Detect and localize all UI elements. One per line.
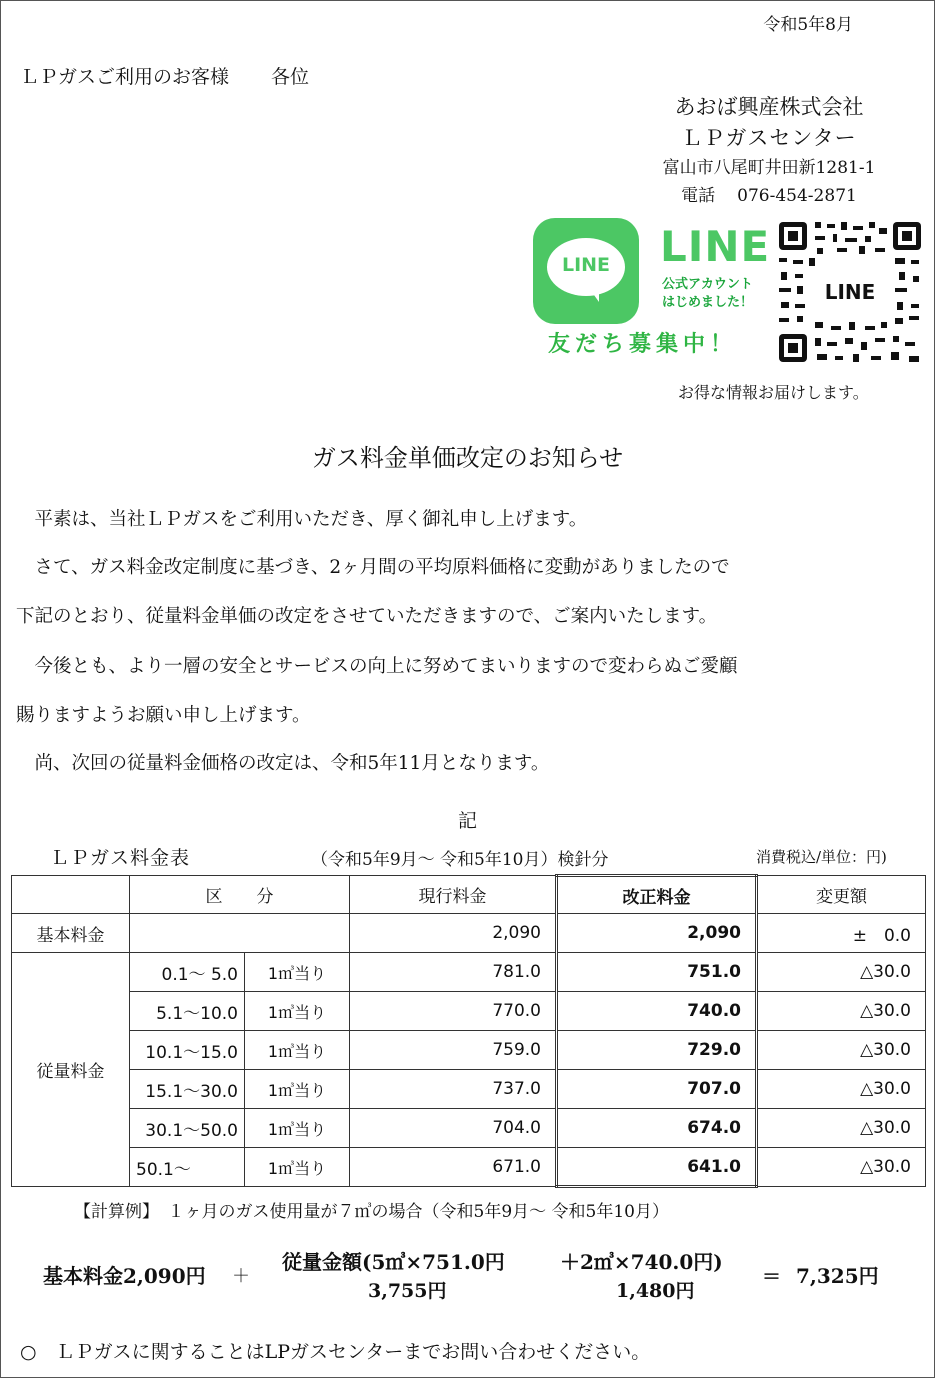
usage-current: 737.0	[350, 1070, 557, 1109]
table-row-base	[12, 914, 926, 953]
notice-paragraph-3: 下記のとおり、従量料金単価の改定をさせていただきますので、ご案内いたします。	[16, 606, 718, 627]
table-row	[12, 1031, 926, 1070]
usage-per: 1㎥当り	[245, 1031, 350, 1070]
usage-change: △30.0	[757, 953, 926, 992]
qr-center-text: LINE	[824, 280, 876, 304]
table-title: ＬＰガス料金表	[50, 847, 191, 869]
usage-label: 従量料金	[12, 953, 130, 1187]
usage-revised: 729.0	[557, 1031, 757, 1070]
formula-usage-part2: ＋2㎥×740.0円)	[560, 1250, 723, 1274]
formula-equals: ＝	[762, 1266, 782, 1288]
usage-range: 15.1～30.0	[130, 1070, 245, 1109]
phone-label: 電話	[681, 186, 716, 206]
table-unit-note: 消費税込/単位：円)	[756, 848, 887, 866]
usage-range: 5.1～10.0	[130, 992, 245, 1031]
usage-current: 781.0	[350, 953, 557, 992]
line-official-line2: はじめました！	[662, 295, 754, 310]
line-official-text	[662, 276, 753, 312]
base-current: 2,090	[350, 914, 557, 953]
usage-range: 0.1～ 5.0	[130, 953, 245, 992]
table-row	[12, 1109, 926, 1148]
usage-per: 1㎥当り	[245, 1109, 350, 1148]
speech-bubble-tail	[589, 288, 599, 302]
header-current: 現行料金	[350, 876, 557, 914]
formula-base: 基本料金2,090円	[43, 1264, 206, 1288]
company-phone	[629, 182, 909, 210]
notice-paragraph-2: さて、ガス料金改定制度に基づき、2ヶ月間の平均原料価格に変動がありましたので	[16, 557, 730, 578]
usage-current: 759.0	[350, 1031, 557, 1070]
usage-change: △30.0	[757, 1031, 926, 1070]
header-empty	[12, 876, 130, 914]
company-address: 富山市八尾町井田新1281-1	[662, 158, 876, 178]
usage-per: 1㎥当り	[245, 1070, 350, 1109]
base-change: ± 0.0	[757, 914, 926, 953]
formula-usage: 従量金額(5㎥×751.0円	[282, 1250, 505, 1274]
base-revised: 2,090	[557, 914, 757, 953]
usage-change: △30.0	[757, 1109, 926, 1148]
usage-revised: 707.0	[557, 1070, 757, 1109]
table-header-row	[12, 876, 926, 914]
usage-current: 770.0	[350, 992, 557, 1031]
formula-subtotal-2: 1,480円	[616, 1280, 695, 1302]
usage-range: 10.1～15.0	[130, 1031, 245, 1070]
line-official-line1: 公式アカウント	[662, 277, 753, 292]
addressee-name: ＬＰガスご利用のお客様	[20, 66, 230, 88]
addressee-suffix: 各位	[271, 66, 310, 88]
notice-paragraph-4: 今後とも、より一層の安全とサービスの向上に努めてまいりますので変わらぬご愛顧	[16, 656, 738, 677]
line-brand-text: LINE	[660, 222, 771, 271]
base-empty	[130, 914, 350, 953]
base-label: 基本料金	[12, 914, 130, 953]
calculation-example: 【計算例】 １ヶ月のガス使用量が７㎥の場合（令和5年9月～ 令和5年10月）	[74, 1202, 669, 1222]
usage-range: 30.1～50.0	[130, 1109, 245, 1148]
issue-date: 令和5年8月	[763, 15, 853, 35]
header-change: 変更額	[757, 876, 926, 914]
rate-table	[11, 874, 926, 1188]
table-row	[12, 992, 926, 1031]
usage-change: △30.0	[757, 1070, 926, 1109]
notice-paragraph-6: 尚、次回の従量料金価格の改定は、令和5年11月となります。	[16, 753, 550, 774]
usage-current: 704.0	[350, 1109, 557, 1148]
qr-code-icon[interactable]	[775, 218, 925, 366]
usage-current: 671.0	[350, 1148, 557, 1187]
notice-title: ガス料金単価改定のお知らせ	[311, 444, 624, 472]
line-friends-text: 友だち募集中！	[548, 332, 738, 357]
usage-revised: 674.0	[557, 1109, 757, 1148]
sender-block	[629, 92, 909, 210]
usage-per: 1㎥当り	[245, 1148, 350, 1187]
usage-range: 50.1～	[130, 1148, 245, 1187]
ki-heading: 記	[457, 810, 477, 832]
formula-subtotal-1: 3,755円	[368, 1280, 447, 1302]
usage-revised: 740.0	[557, 992, 757, 1031]
line-logo-icon	[533, 218, 639, 324]
department-name: ＬＰガスセンター	[681, 126, 857, 150]
usage-per: 1㎥当り	[245, 992, 350, 1031]
table-row	[12, 953, 926, 992]
addressee	[20, 62, 309, 89]
usage-change: △30.0	[757, 1148, 926, 1187]
phone-number: 076-454-2871	[737, 186, 857, 206]
formula-plus: ＋	[232, 1266, 250, 1287]
usage-revised: 641.0	[557, 1148, 757, 1187]
notice-paragraph-5: 賜りますようお願い申し上げます。	[16, 705, 311, 726]
usage-per: 1㎥当り	[245, 953, 350, 992]
header-category: 区 分	[130, 876, 350, 914]
line-info-text: お得な情報お届けします。	[678, 383, 869, 402]
usage-revised: 751.0	[557, 953, 757, 992]
table-period: （令和5年9月～ 令和5年10月）検針分	[311, 850, 609, 870]
company-name: あおば興産株式会社	[674, 95, 864, 119]
usage-change: △30.0	[757, 992, 926, 1031]
line-logo-text: LINE	[561, 254, 611, 276]
formula-total: 7,325円	[796, 1264, 879, 1288]
table-row	[12, 1070, 926, 1109]
notice-paragraph-1: 平素は、当社ＬＰガスをご利用いただき、厚く御礼申し上げます。	[16, 509, 588, 530]
footer-note: ○ ＬＰガスに関することはLPガスセンターまでお問い合わせください。	[20, 1341, 651, 1363]
header-revised: 改正料金	[557, 876, 757, 914]
table-row	[12, 1148, 926, 1187]
